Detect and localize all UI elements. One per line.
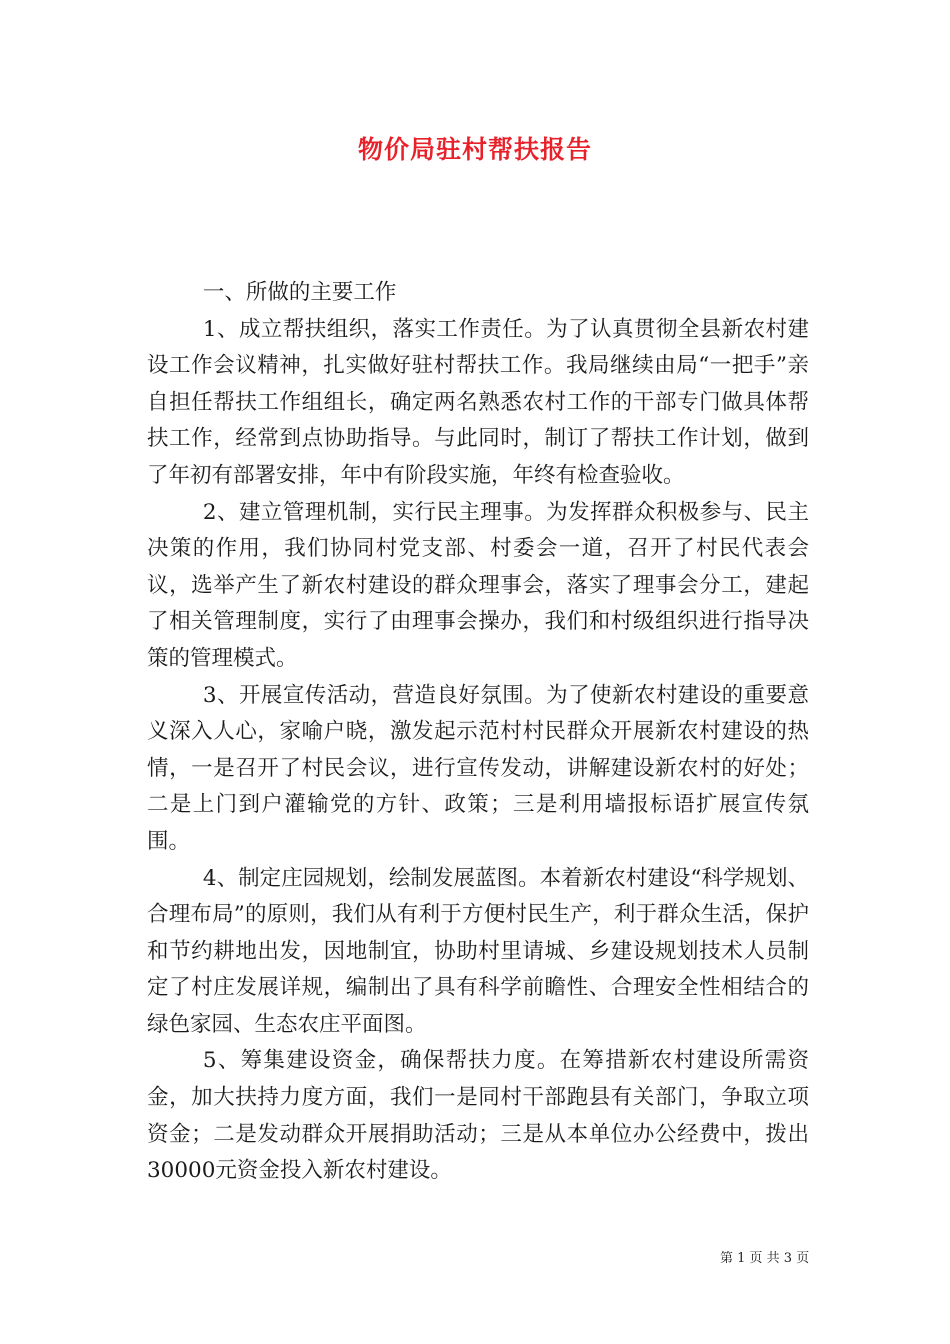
paragraph-2: 2、建立管理机制，实行民主理事。为发挥群众积极参与、民主决策的作用，我们协同村党支部、村委会一道，召开了村民代表会议，选举产生了新农村建设的群众理事会，落实了理事会分工，建起了相关管理制度，实行了由理事会操办，我们和村级组织进行指导决策的管理模式。	[147, 499, 809, 671]
paragraph-5: 5、筹集建设资金，确保帮扶力度。在筹措新农村建设所需资金，加大扶持力度方面，我们一是同村干部跑县有关部门，争取立项资金；二是发动群众开展捐助活动；三是从本单位办公经费中，拨出30000元资金投入新农村建设。	[147, 1048, 809, 1184]
document-title: 物价局驻村帮扶报告	[357, 135, 592, 164]
paragraph-4: 4、制定庄园规划，绘制发展蓝图。本着新农村建设“科学规划、合理布局”的原则，我们从有利于方便村民生产，利于群众生活，保护和节约耕地出发，因地制宜，协助村里请城、乡建设规划技术人员制定了村庄发展详规，编制出了具有科学前瞻性、合理安全性相结合的绿色家园、生态农庄平面图。	[147, 865, 809, 1037]
section-heading: 一、所做的主要工作	[202, 280, 397, 305]
paragraph-1: 1、成立帮扶组织，落实工作责任。为了认真贯彻全县新农村建设工作会议精神，扎实做好驻村帮扶工作。我局继续由局“一把手”亲自担任帮扶工作组组长，确定两名熟悉农村工作的干部专门做具体帮扶工作，经常到点协助指导。与此同时，制订了帮扶工作计划，做到了年初有部署安排，年中有阶段实施，年终有检查验收。	[147, 316, 809, 488]
document-body	[147, 275, 809, 1190]
page-number-footer: 第 1 页 共 3 页	[720, 1251, 810, 1266]
paragraph-3: 3、开展宣传活动，营造良好氛围。为了使新农村建设的重要意义深入人心，家喻户晓，激发起示范村村民群众开展新农村建设的热情，一是召开了村民会议，进行宣传发动，讲解建设新农村的好处；二是上门到户灌输党的方针、政策；三是利用墙报标语扩展宣传氛围。	[147, 682, 809, 854]
